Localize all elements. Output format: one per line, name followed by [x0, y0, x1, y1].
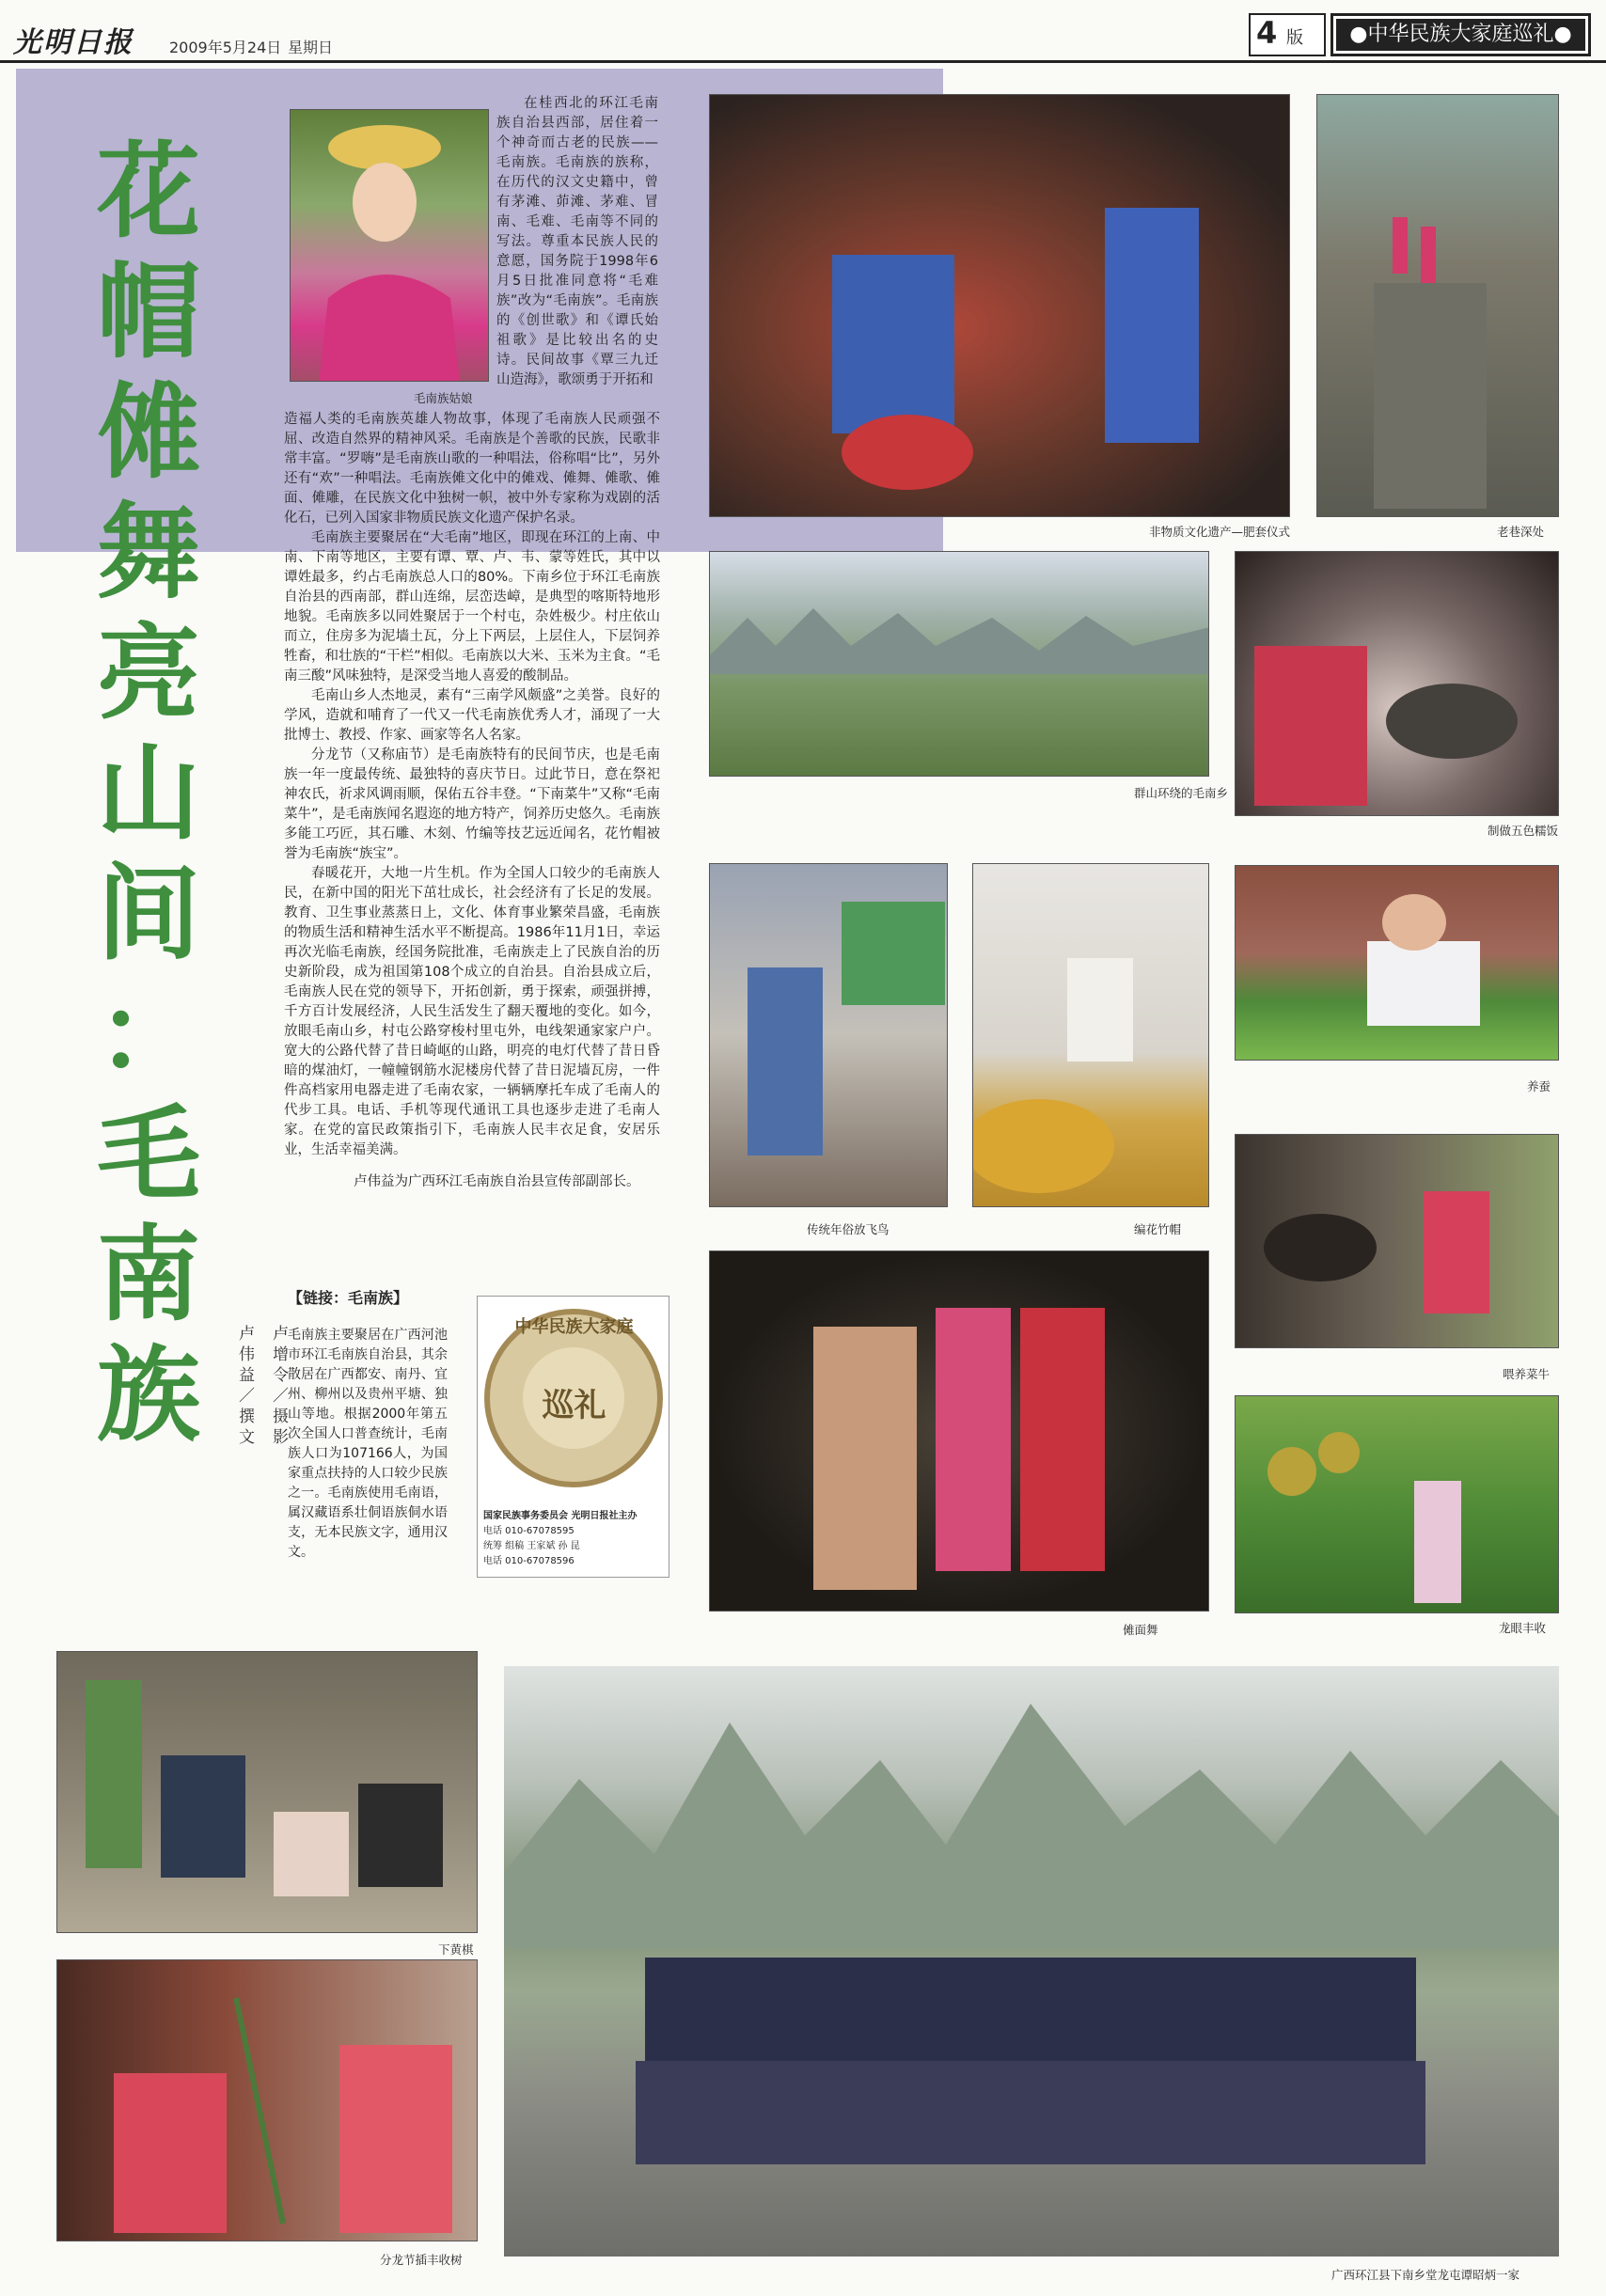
dancers-icon — [710, 1251, 1209, 1612]
caption-landscape: 群山环绕的毛南乡 — [1134, 786, 1229, 800]
festival-tree-photo — [56, 1959, 478, 2241]
cooking-figure-icon — [1236, 552, 1559, 816]
tree-planting-women-icon — [57, 1960, 478, 2241]
cattle-photo — [1235, 1134, 1559, 1348]
headline-char: 舞 — [97, 493, 200, 613]
seal-note: 国家民族事务委员会 光明日报社主办 — [483, 1511, 638, 1521]
author-note: 卢伟益为广西环江毛南族自治县宣传部副部长。 — [354, 1174, 640, 1189]
caption-rice: 制做五色糯饭 — [1488, 824, 1559, 838]
silkworm-photo — [1235, 865, 1559, 1061]
headline — [83, 132, 214, 1455]
bird-photo — [709, 863, 948, 1207]
chess-players-icon — [57, 1652, 478, 1933]
girl-portrait-photo — [290, 109, 489, 382]
body-paragraph: 春暖花开，大地一片生机。作为全国人口较少的毛南族人民，在新中国的阳光下茁壮成长，社会经济有了长足的发展。教育、卫生事业蒸蒸日上，文化、体育事业繁荣昌盛，毛南族的物质生活和精神生活水平不断提高。1986年11月1日，幸运再次光临毛南族，经国务院批准，毛南族走上了民族自治的历史新阶段，成为祖国第108个成立的自治县。自治县成立后，毛南族人民在党的领导下，开拓创新，勇于探索，顽强拼搏，千方百计发展经济，人民生活发生了翻天覆地的变化。如今，放眼毛南山乡，村屯公路穿梭村里屯外，电线架通家家户户。宽大的公路代替了昔日崎岖的山路，明亮的电灯代替了昔日昏暗的煤油灯，一幢幢钢筋水泥楼房代替了昔日泥墙瓦房，一件件高档家用电器走进了毛南农家，一辆辆摩托车成了毛南人的代步工具。电话、手机等现代通讯工具也逐步走进了毛南人家。在党的富民政策指引下，毛南族人民丰衣足食，安居乐业，生活幸福美满。 — [284, 866, 660, 1157]
headline-char: 毛 — [97, 1094, 200, 1215]
body-paragraph: 分龙节（又称庙节）是毛南族特有的民间节庆，也是毛南族一年一度最传统、最独特的喜庆节日。过此节日，意在祭祀神农氏，祈求风调雨顺，保佑五谷丰登。“下南菜牛”又称“毛南菜牛”，是毛南族闻名遐迩的地方特产，饲养历史悠久。毛南族多能工巧匠，其石雕、木刻、竹编等技艺远近闻名，花竹帽被誉为毛南族“族宝”。 — [284, 747, 660, 861]
caption-ritual: 非物质文化遗产—肥套仪式 — [1149, 525, 1291, 539]
seal-notes — [483, 1509, 665, 1569]
caption-mask-dance: 傩面舞 — [1123, 1623, 1158, 1637]
silkworm-woman-icon — [1236, 866, 1559, 1061]
headline-char: 傩 — [97, 372, 200, 493]
header-rule — [0, 60, 1606, 63]
section-tag — [1330, 13, 1591, 56]
page-number: 4 — [1256, 15, 1278, 51]
family-group-icon — [504, 1666, 1559, 2257]
byline-writer: 卢伟益／撰文 — [239, 1325, 255, 1447]
landscape-photo — [709, 551, 1209, 777]
stone-steps-icon — [1317, 95, 1559, 517]
headline-char: 花 — [97, 132, 200, 252]
headline-char: 亮 — [97, 613, 200, 733]
headline-char: 山 — [97, 733, 200, 854]
headline-char: ： — [97, 974, 200, 1094]
caption-chess: 下黄棋 — [438, 1942, 474, 1957]
longan-photo — [1235, 1395, 1559, 1613]
headline-char: 族 — [97, 1335, 200, 1455]
masthead: 光明日报 — [13, 26, 134, 59]
page-suffix: 版 — [1286, 28, 1303, 48]
column-seal — [477, 1296, 669, 1578]
chess-photo — [56, 1651, 478, 1933]
link-box-title: 【链接：毛南族】 — [288, 1289, 409, 1307]
caption-family: 广西环江县下南乡堂龙屯谭昭炳一家 — [1331, 2268, 1520, 2282]
caption-silkworm: 养蚕 — [1527, 1079, 1551, 1093]
issue-weekday: 星期日 — [288, 39, 334, 56]
ritual-figures-icon — [710, 95, 1290, 517]
body-paragraph: 毛南族主要聚居在“大毛南”地区，即现在环江的上南、中南、下南等地区，主要有谭、覃、卢、韦、蒙等姓氏，其中以谭姓最多，约占毛南族总人口的80%。下南乡位于环江毛南族自治县的西南部，群山连绵，层峦迭嶂，是典型的喀斯特地形地貌。毛南族多以同姓聚居于一个村屯，杂姓极少。村庄依山而立，住房多为泥墙土瓦，分上下两层，上层住人，下层饲养牲畜，和壮族的“干栏”相似。毛南族以大米、玉米为主食。“毛南三酸”风味独特，是深受当地人喜爱的酸制品。 — [284, 530, 660, 684]
bamboo-hat-icon — [973, 864, 1209, 1207]
seal-ring-text: 中华民族大家庭 — [514, 1317, 634, 1337]
hat-photo — [972, 863, 1209, 1207]
family-photo — [504, 1666, 1559, 2257]
caption-longan: 龙眼丰收 — [1499, 1621, 1547, 1635]
headline-char: 南 — [97, 1215, 200, 1335]
byline-photographer: 卢增令／摄影 — [273, 1325, 289, 1447]
caption-alley: 老巷深处 — [1497, 525, 1545, 539]
intro-text — [496, 94, 658, 390]
rice-photo — [1235, 551, 1559, 816]
mask-dance-photo — [709, 1250, 1209, 1612]
seal-center-text: 巡礼 — [542, 1387, 606, 1424]
alley-photo — [1316, 94, 1559, 517]
headline-char: 间 — [97, 854, 200, 974]
elder-figure-icon — [710, 864, 948, 1207]
link-box-text: 毛南族主要聚居在广西河池市环江毛南族自治县，其余散居在广西都安、南丹、宜州、柳州以及贵州平塘、独山等地。根据2000年第五次全国人口普查统计，毛南族人口为107166人，为国家重点扶持的人口较少民族之一。毛南族使用毛南语，属汉藏语系壮侗语族侗水语支，无本民族文字，通用汉文。 — [288, 1328, 448, 1560]
caption-girl-portrait: 毛南族姑娘 — [414, 391, 473, 405]
body-paragraph: 造福人类的毛南族英雄人物故事，体现了毛南族人民顽强不屈、改造自然界的精神风采。毛南族是个善歌的民族，民歌非常丰富。“罗嗨”是毛南族山歌的一种唱法，俗称唱“比”，另外还有“欢”一种唱法。毛南族傩文化中的傩戏、傩舞、傩歌、傩面、傩雕，在民族文化中独树一帜，被中外专家称为戏剧的活化石，已列入国家非物质民族文化遗产保护名录。 — [284, 412, 660, 526]
caption-festival-tree: 分龙节插丰收树 — [380, 2253, 463, 2267]
caption-bird: 传统年俗放飞鸟 — [807, 1222, 890, 1236]
section-title: ●中华民族大家庭巡礼● — [1336, 19, 1585, 51]
seal-note: 电话 010-67078596 — [483, 1556, 575, 1566]
article-body — [284, 410, 660, 1160]
headline-char: 帽 — [97, 252, 200, 372]
body-paragraph: 毛南山乡人杰地灵，素有“三南学风颇盛”之美誉。良好的学风，造就和哺育了一代又一代毛南族优秀人才，涌现了一大批博士、教授、作家、画家等名人名家。 — [284, 688, 660, 743]
intro-paragraph: 在桂西北的环江毛南族自治县西部，居住着一个神奇而古老的民族——毛南族。毛南族的族称，在历代的汉文史籍中，曾有茅滩、茆滩、茅难、冒南、毛难、毛南等不同的写法。尊重本民族人民的意愿，国务院于1998年6月5日批准同意将“毛难族”改为“毛南族”。毛南族的《创世歌》和《谭氏始祖歌》是比较出名的史诗。民间故事《覃三九迁山造海》，歌颂勇于开拓和 — [496, 96, 658, 387]
ritual-photo — [709, 94, 1290, 517]
seal-note: 电话 010-67078595 — [483, 1526, 575, 1536]
caption-hat: 编花竹帽 — [1134, 1222, 1182, 1236]
seal-note: 统筹 组稿 王家斌 孙 昆 — [483, 1541, 580, 1551]
longan-picker-icon — [1236, 1396, 1559, 1613]
issue-date: 2009年5月24日 — [169, 39, 282, 56]
girl-figure-icon — [291, 110, 489, 382]
karst-hills-icon — [710, 552, 1209, 777]
caption-cattle: 喂养菜牛 — [1503, 1367, 1551, 1381]
cattle-icon — [1236, 1135, 1559, 1348]
